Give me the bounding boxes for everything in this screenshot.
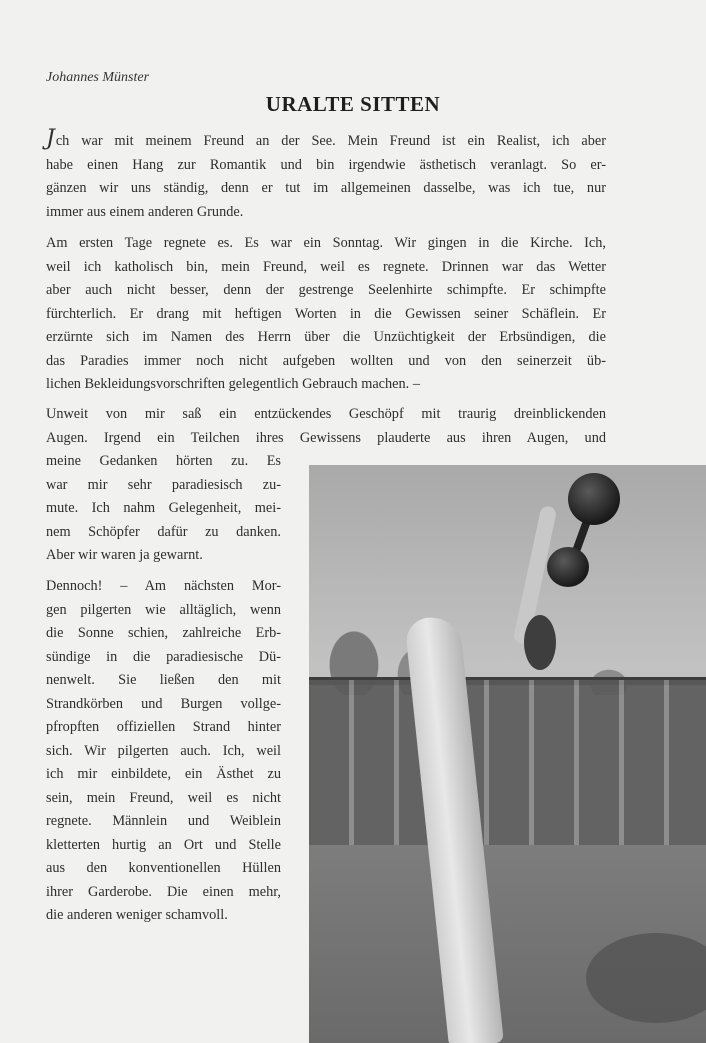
paragraph-2: Am ersten Tage regnete es. Es war ein Sonntag. Wir gingen in die Kirche. Ich, weil ich katholisch bin, mein Freund, weil es regnete. Drinnen war das Wetter aber auch nicht besser, denn der gestrenge Seelenhirte schimpfte. Er schimpfte fürchterlich. Er drang mit heftigen Worten in die Gewissen seiner Schäflein. Er erzürnte sich im Namen des Herrn über die Unzüchtigkeit der Erbsündigen, die das Paradies immer noch nicht aufgeben wollten und von den seinerzeit üb- lichen Bekleidungsvorschriften gelegentlich Gebrauch machen. – bbox=[46, 235, 606, 392]
drop-cap: J bbox=[46, 126, 55, 151]
paragraph-3: Unweit von mir saß ein entzückendes Geschöpf mit traurig dreinblickenden Augen. Irgend ein Teilchen ihres Gewissens plauderte aus ihren Augen, und bbox=[46, 406, 606, 446]
figure-head bbox=[524, 615, 556, 670]
wooden-fence bbox=[309, 680, 706, 845]
kettlebell-photo bbox=[309, 465, 706, 1043]
kettlebell-upper bbox=[568, 473, 620, 525]
article-title: URALTE SITTEN bbox=[265, 92, 441, 116]
paragraph-4: Dennoch! – Am nächsten Mor- gen pilgerten wie alltäglich, wenn die Sonne schien, zahlreiche Erb- sündige in die paradiesische Dü- nenwelt. Sie ließen den mit Strandkörben und Burgen vollge- pfropften offiziellen Strand hinter sich. Wir pilgerten auch. Ich, weil ich mir einbildete, ein Ästhet zu sein, mein Freund, weil es nicht regnete. Männlein und Weiblein kletterten hurtig an Ort und Stelle aus den konventionellen Hüllen ihrer Garderobe. Die einen mehr, die anderen weniger schamvoll. bbox=[46, 578, 281, 923]
author-name: Johannes Münster bbox=[46, 70, 150, 85]
paragraph-1: Jch war mit meinem Freund an der See. Mein Freund ist ein Realist, ich aber habe einen Hang zur Romantik und bin irgendwie ästhetisch veranlagt. So er- gänzen wir uns ständig, denn er tut im allgemeinen dasselbe, was ich tue, nur immer aus einem anderen Grunde. bbox=[46, 126, 606, 220]
paragraph-3-narrow: meine Gedanken hörten zu. Es war mir sehr paradiesisch zu- mute. Ich nahm Gelegenheit, mei- nem Schöpfer dafür zu danken. Aber wir waren ja gewarnt. bbox=[46, 453, 281, 563]
kettlebell-lower bbox=[547, 547, 589, 587]
